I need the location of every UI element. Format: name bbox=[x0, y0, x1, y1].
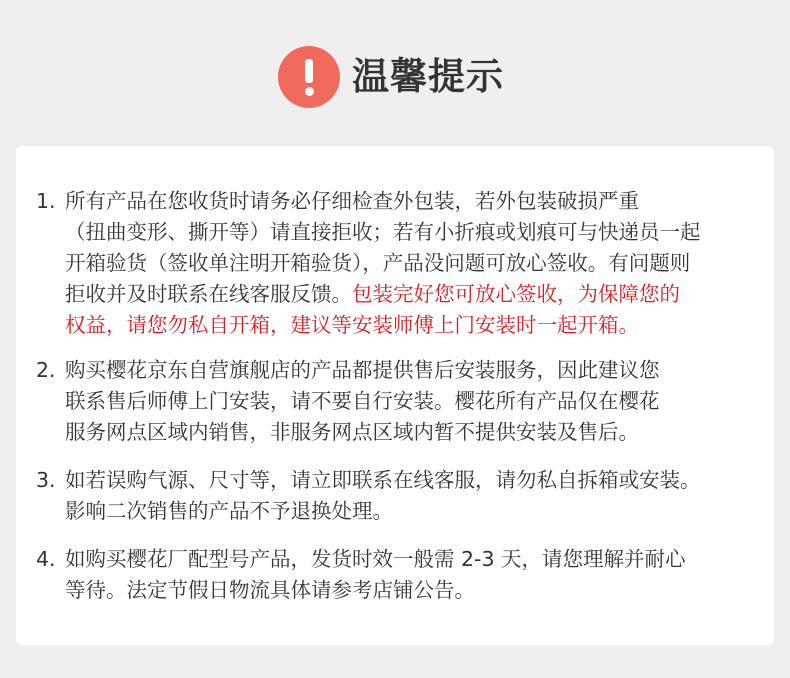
notice-item-4 bbox=[36, 544, 766, 606]
item-text: 购买樱花京东自营旗舰店的产品都提供售后安装服务，因此建议您 联系售后师傅上门安装，请不要自行安装。樱花所有产品仅在樱花 服务网点区域内销售，非服务网点区域内暂不提供安装及售后。 bbox=[65, 358, 660, 444]
item-text: 如若误购气源、尺寸等，请立即联系在线客服，请勿私自拆箱或安装。 影响二次销售的产品不予退换处理。 bbox=[65, 468, 701, 523]
page-title: 温馨提示 bbox=[352, 55, 504, 98]
item-number: 3. bbox=[36, 468, 56, 492]
notice-item-1 bbox=[36, 186, 766, 341]
item-number: 1. bbox=[36, 189, 56, 213]
notice-card bbox=[16, 146, 774, 645]
exclamation-bar bbox=[305, 59, 313, 83]
item-highlight: 包装完好您可放心签收，为保障您的 权益，请您勿私自开箱，建议等安装师傅上门安装时一起开箱。 bbox=[65, 282, 680, 337]
notice-row bbox=[36, 544, 766, 606]
item-number: 2. bbox=[36, 358, 56, 382]
header bbox=[0, 46, 790, 108]
item-text: 如购买樱花厂配型号产品，发货时效一般需 2-3 天，请您理解并耐心 等待。法定节假日物流具体请参考店铺公告。 bbox=[65, 547, 686, 602]
item-body: 所有产品在您收货时请务必仔细检查外包装，若外包装破损严重 （扭曲变形、撕开等）请直接拒收；若有小折痕或划痕可与快递员一起 开箱验货（签收单注明开箱验货），产品没问题可放心签收。有问题则 拒收并及时联系在线客服反馈。 bbox=[65, 189, 701, 306]
notice-item-3 bbox=[36, 465, 766, 527]
notice-row bbox=[36, 186, 766, 341]
exclamation-dot bbox=[305, 87, 314, 96]
notice-item-2 bbox=[36, 355, 766, 448]
item-number: 4. bbox=[36, 547, 56, 571]
notice-row bbox=[36, 465, 766, 527]
notice-row bbox=[36, 355, 766, 448]
exclamation-icon bbox=[278, 46, 340, 108]
item-text bbox=[65, 186, 766, 341]
